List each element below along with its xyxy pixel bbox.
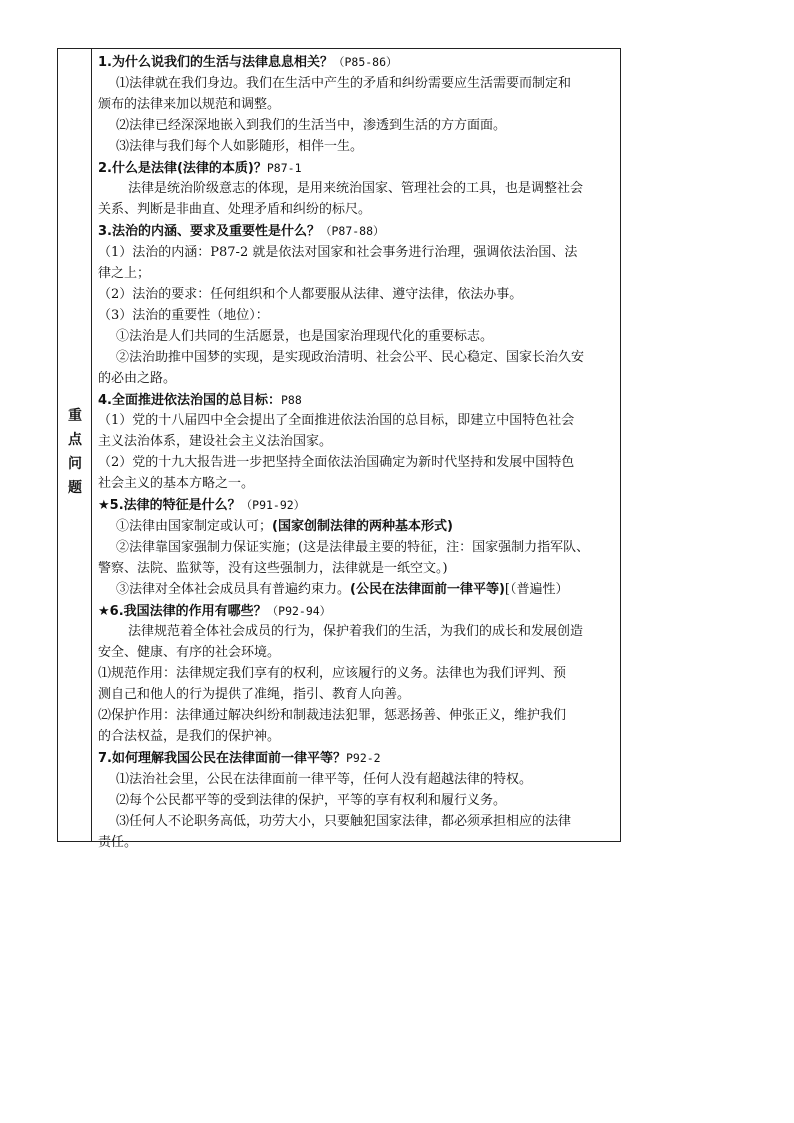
- side-char: 问: [68, 456, 82, 472]
- answer-line: 颁布的法律来加以规范和调整。: [98, 96, 281, 112]
- answer-line: ⑵法律已经深深地嵌入到我们的生活当中，渗透到生活的方方面面。: [116, 117, 507, 133]
- side-char: 题: [68, 480, 82, 496]
- answer-line: ①法律由国家制定或认可；(国家创制法律的两种基本形式): [116, 518, 453, 534]
- answer-line: 测自己和他人的行为提供了准绳，指引、教育人向善。: [98, 687, 411, 703]
- answer-line: 关系、判断是非曲直、处理矛盾和纠纷的标尺。: [98, 202, 372, 218]
- answer-line: ⑵每个公民都平等的受到法律的保护，平等的享有权利和履行义务。: [116, 792, 507, 808]
- answer-line: 律之上；: [98, 266, 151, 282]
- answer-line: 主义法治体系，建设社会主义法治国家。: [98, 434, 333, 450]
- answer-line: ③法律对全体社会成员具有普遍约束力。(公民在法律面前一律平等)[（普遍性）: [116, 581, 569, 597]
- answer-line: 安全、健康、有序的社会环境。: [98, 645, 281, 661]
- answer-line: ②法治助推中国梦的实现，是实现政治清明、社会公平、民心稳定、国家长治久安: [116, 349, 585, 365]
- answer-line: ⑶法律与我们每个人如影随形，相伴一生。: [116, 138, 364, 154]
- question-5-heading: ★5.法律的特征是什么？（P91-92）: [98, 498, 306, 514]
- side-char: 重: [68, 408, 82, 424]
- question-7-heading: 7.如何理解我国公民在法律面前一律平等？P92-2: [98, 750, 381, 766]
- question-4-heading: 4.全面推进依法治国的总目标：P88: [98, 392, 302, 408]
- answer-line: （1）党的十八届四中全会提出了全面推进依法治国的总目标，即建立中国特色社会: [98, 413, 575, 429]
- answer-line: （2）党的十九大报告进一步把坚持全面依法治国确定为新时代坚持和发展中国特色: [98, 455, 575, 471]
- notes-table: [57, 48, 621, 850]
- question-1-heading: 1.为什么说我们的生活与法律息息相关？（P85-86）: [98, 55, 398, 70]
- answer-line: ⑴规范作用：法律规定我们享有的权利，应该履行的义务。法律也为我们评判、预: [98, 666, 567, 682]
- answer-line: 法律规范着全体社会成员的行为，保护着我们的生活，为我们的成长和发展创造: [128, 624, 584, 640]
- side-column: [58, 49, 92, 841]
- answer-line: （1）法治的内涵：P87-2 就是依法对国家和社会事务进行治理，强调依法治国、法: [98, 245, 578, 261]
- answer-line: ①法治是人们共同的生活愿景，也是国家治理现代化的重要标志。: [116, 328, 494, 344]
- answer-line: 法律是统治阶级意志的体现，是用来统治国家、管理社会的工具，也是调整社会: [128, 181, 584, 197]
- answer-line: ⑶任何人不论职务高低，功劳大小，只要触犯国家法律，都必须承担相应的法律: [116, 813, 572, 829]
- answer-line: 的合法权益，是我们的保护神。: [98, 729, 281, 744]
- answer-line: 警察、法院、监狱等，没有这些强制力，法律就是一纸空文。): [98, 560, 448, 576]
- question-2-heading: 2.什么是法律(法律的本质)？P87-1: [98, 160, 302, 176]
- answer-line: 的必由之路。: [98, 370, 177, 386]
- answer-line: ⑵保护作用：法律通过解决纠纷和制裁违法犯罪，惩恶扬善、伸张正义，维护我们: [98, 708, 567, 724]
- question-6-heading: ★6.我国法律的作用有哪些？（P92-94）: [98, 603, 332, 619]
- side-label: [58, 404, 92, 500]
- answer-line: 社会主义的基本方略之一。: [98, 476, 255, 492]
- answer-line: ②法律靠国家强制力保证实施；(这是法律最主要的特征，注：国家强制力指军队、: [116, 539, 590, 555]
- answer-line: ⑴法治社会里，公民在法律面前一律平等，任何人没有超越法律的特权。: [116, 771, 533, 787]
- content-cell: [92, 49, 620, 850]
- answer-line: ⑴法律就在我们身边。我们在生活中产生的矛盾和纠纷需要应生活需要而制定和: [116, 75, 572, 91]
- answer-line: 责任。: [98, 834, 138, 850]
- answer-line: （3）法治的重要性（地位）：: [98, 307, 269, 323]
- question-3-heading: 3.法治的内涵、要求及重要性是什么？（P87-88）: [98, 224, 385, 240]
- answer-line: （2）法治的要求：任何组织和个人都要服从法律、遵守法律，依法办事。: [98, 286, 523, 302]
- side-char: 点: [68, 432, 82, 448]
